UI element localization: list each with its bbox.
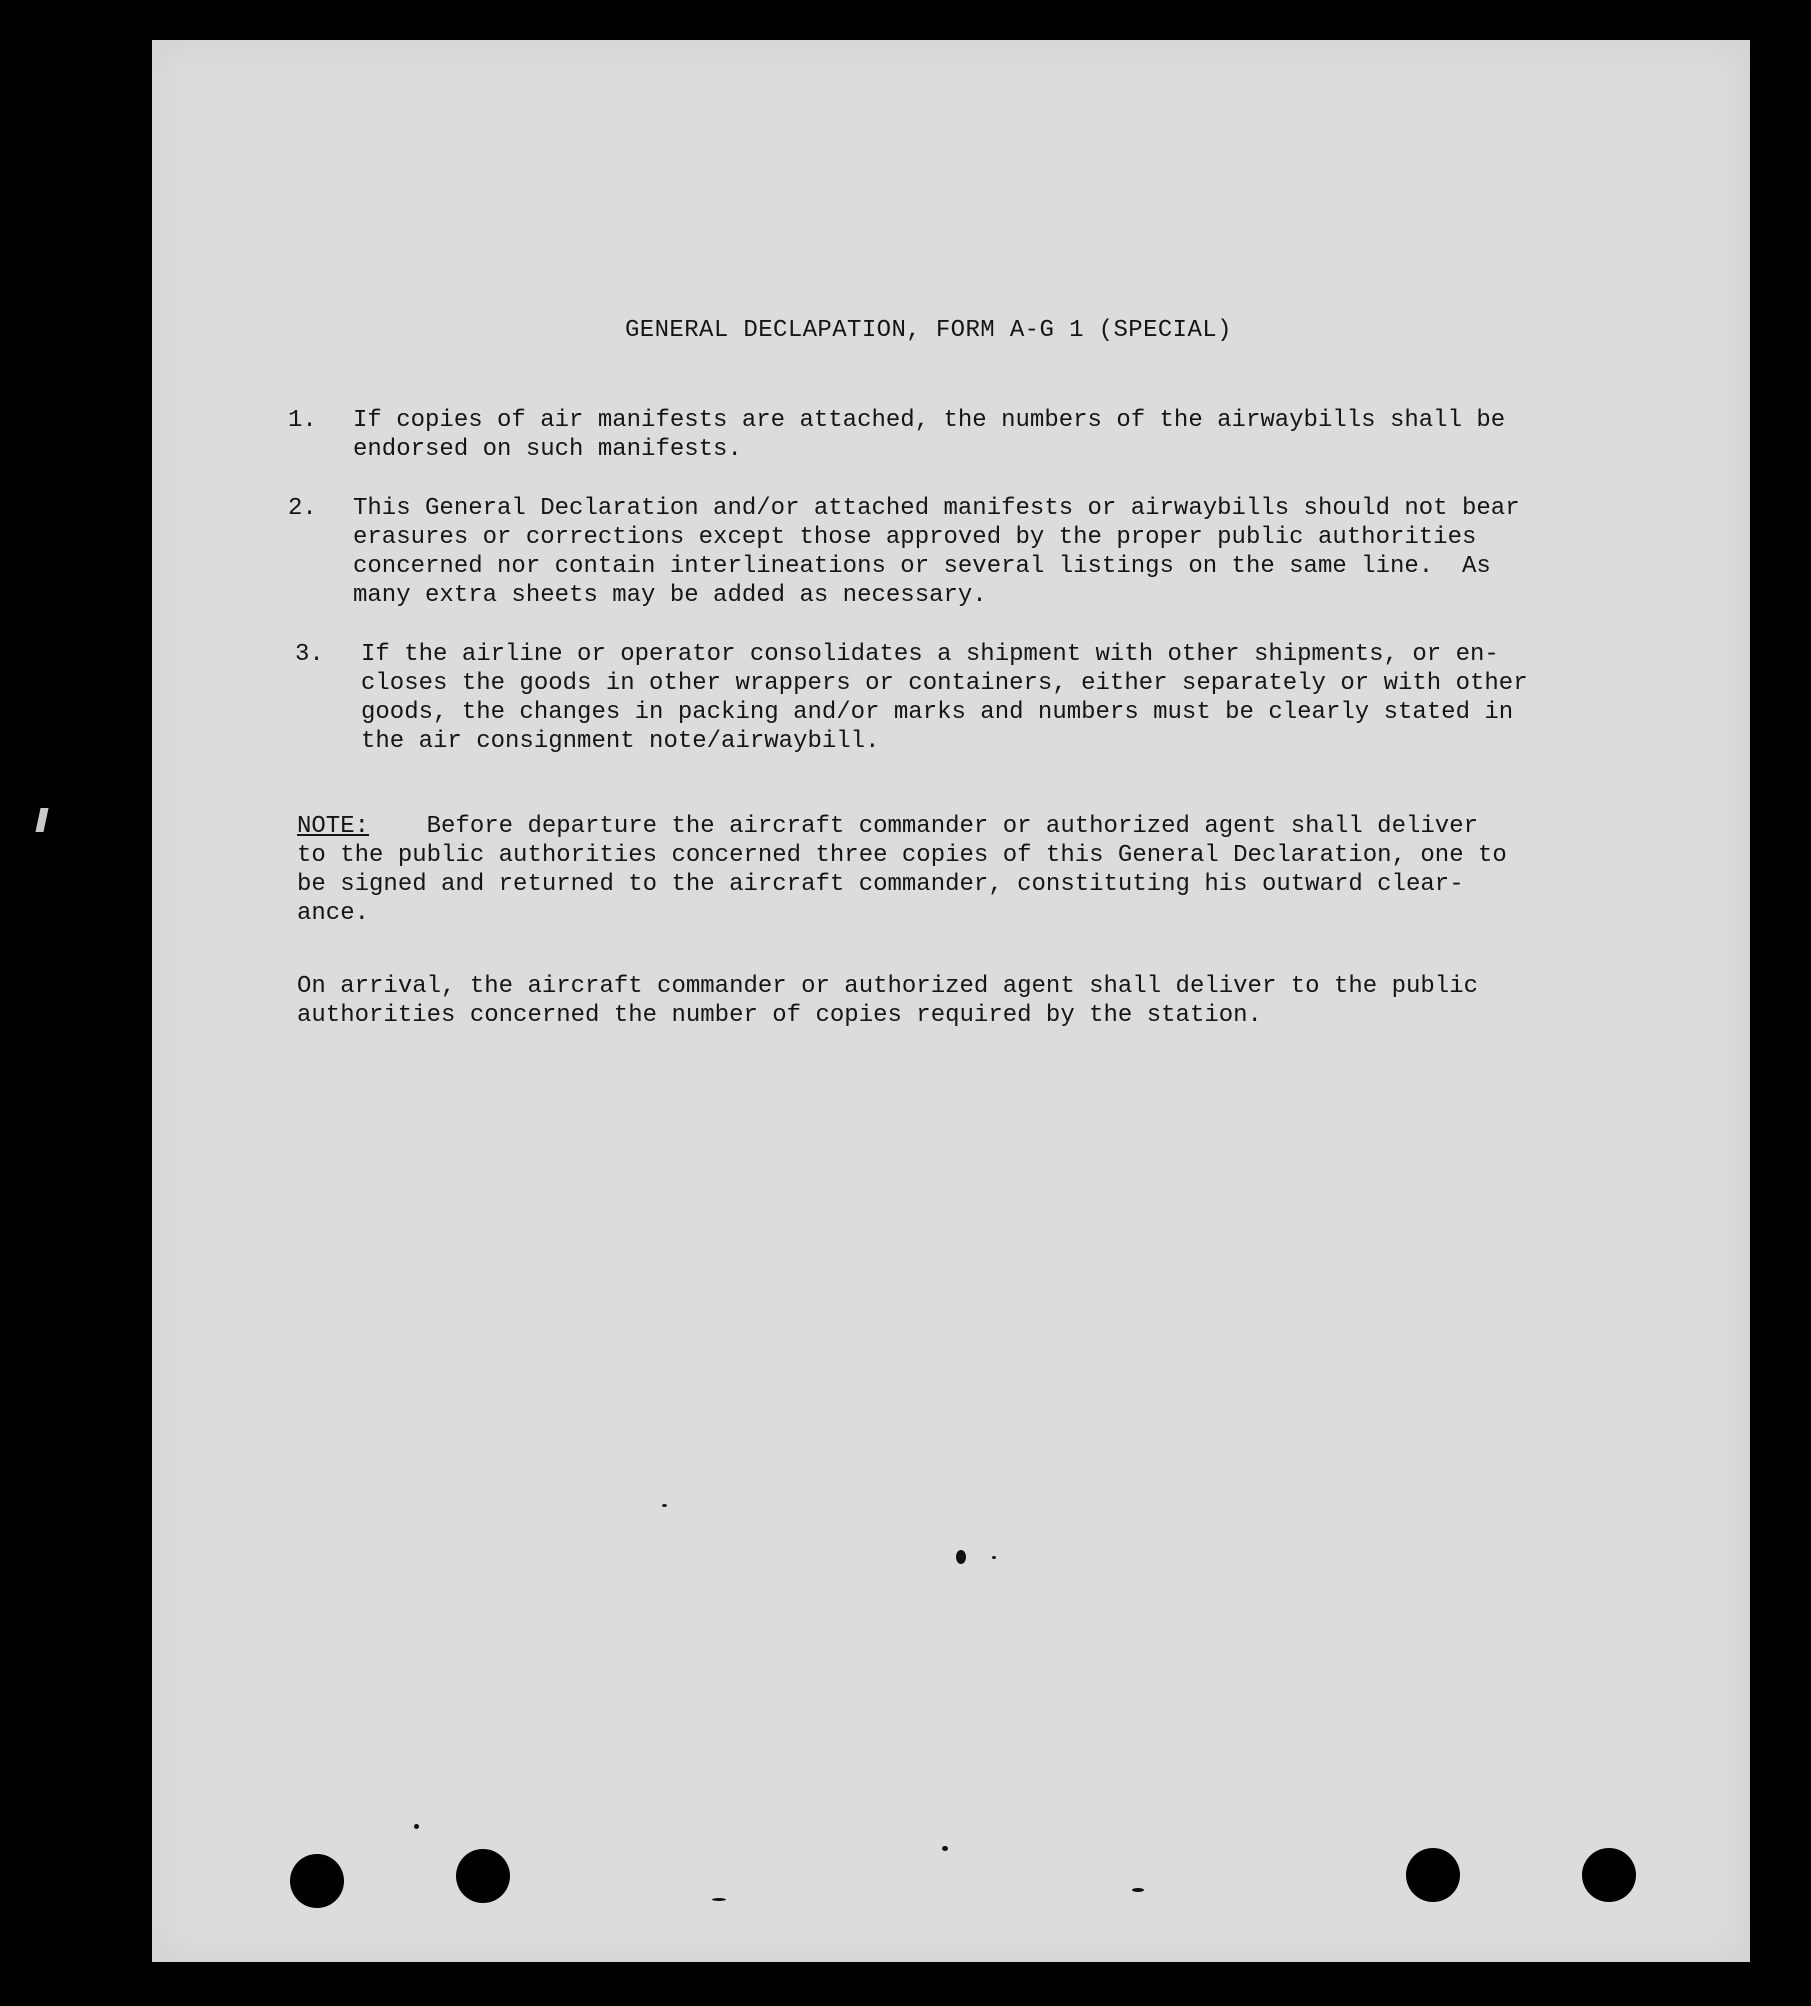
- punch-hole: [1582, 1848, 1636, 1902]
- item-3-line-1: If the airline or operator consolidates a shipment with other shipments, or en-: [361, 641, 1499, 668]
- scan-speck: [712, 1898, 726, 1901]
- arrival-line-1: On arrival, the aircraft commander or authorized agent shall deliver to the public: [297, 973, 1478, 1000]
- item-3-line-4: the air consignment note/airwaybill.: [361, 728, 880, 755]
- item-1-text: [353, 406, 1505, 464]
- note-first-line: Before departure the aircraft commander or authorized agent shall deliver: [369, 813, 1478, 840]
- item-2-line-2: erasures or corrections except those approved by the proper public authorities: [353, 524, 1477, 551]
- item-3-text: [361, 640, 1528, 756]
- scan-speck: [414, 1824, 419, 1829]
- scan-speck: [662, 1504, 667, 1507]
- item-2-line-1: This General Declaration and/or attached manifests or airwaybills should not bear: [353, 495, 1520, 522]
- punch-hole: [1406, 1848, 1460, 1902]
- item-3-line-2: closes the goods in other wrappers or containers, either separately or with other: [361, 670, 1528, 697]
- scan-speck: [956, 1550, 966, 1564]
- item-3-line-3: goods, the changes in packing and/or marks and numbers must be clearly stated in: [361, 699, 1514, 726]
- item-1-line-1: If copies of air manifests are attached, the numbers of the airwaybills shall be: [353, 407, 1506, 434]
- arrival-paragraph: [297, 972, 1478, 1030]
- item-2-line-4: many extra sheets may be added as necessary.: [353, 582, 987, 609]
- item-2-line-3: concerned nor contain interlineations or several listings on the same line. As: [353, 553, 1491, 580]
- note-paragraph: [297, 812, 1507, 928]
- document-title: GENERAL DECLAPATION, FORM A-G 1 (SPECIAL): [625, 317, 1232, 344]
- edge-mark: [35, 808, 48, 832]
- note-label: NOTE:: [297, 813, 370, 840]
- scan-speck: [992, 1556, 996, 1559]
- scan-speck: [942, 1846, 948, 1851]
- paper-sheet: [152, 40, 1750, 1962]
- scan-speck: [1132, 1888, 1144, 1892]
- note-line-3: be signed and returned to the aircraft commander, constituting his outward clear-: [297, 871, 1464, 898]
- arrival-line-2: authorities concerned the number of copies required by the station.: [297, 1002, 1262, 1029]
- punch-hole: [456, 1849, 510, 1903]
- item-1-number: 1.: [288, 407, 317, 434]
- item-3-number: 3.: [295, 641, 324, 668]
- item-1-line-2: endorsed on such manifests.: [353, 436, 742, 463]
- note-line-2: to the public authorities concerned three copies of this General Declaration, one to: [297, 842, 1507, 869]
- item-2-text: [353, 494, 1520, 610]
- note-line-4: ance.: [297, 900, 370, 927]
- item-2-number: 2.: [288, 495, 317, 522]
- punch-hole: [290, 1854, 344, 1908]
